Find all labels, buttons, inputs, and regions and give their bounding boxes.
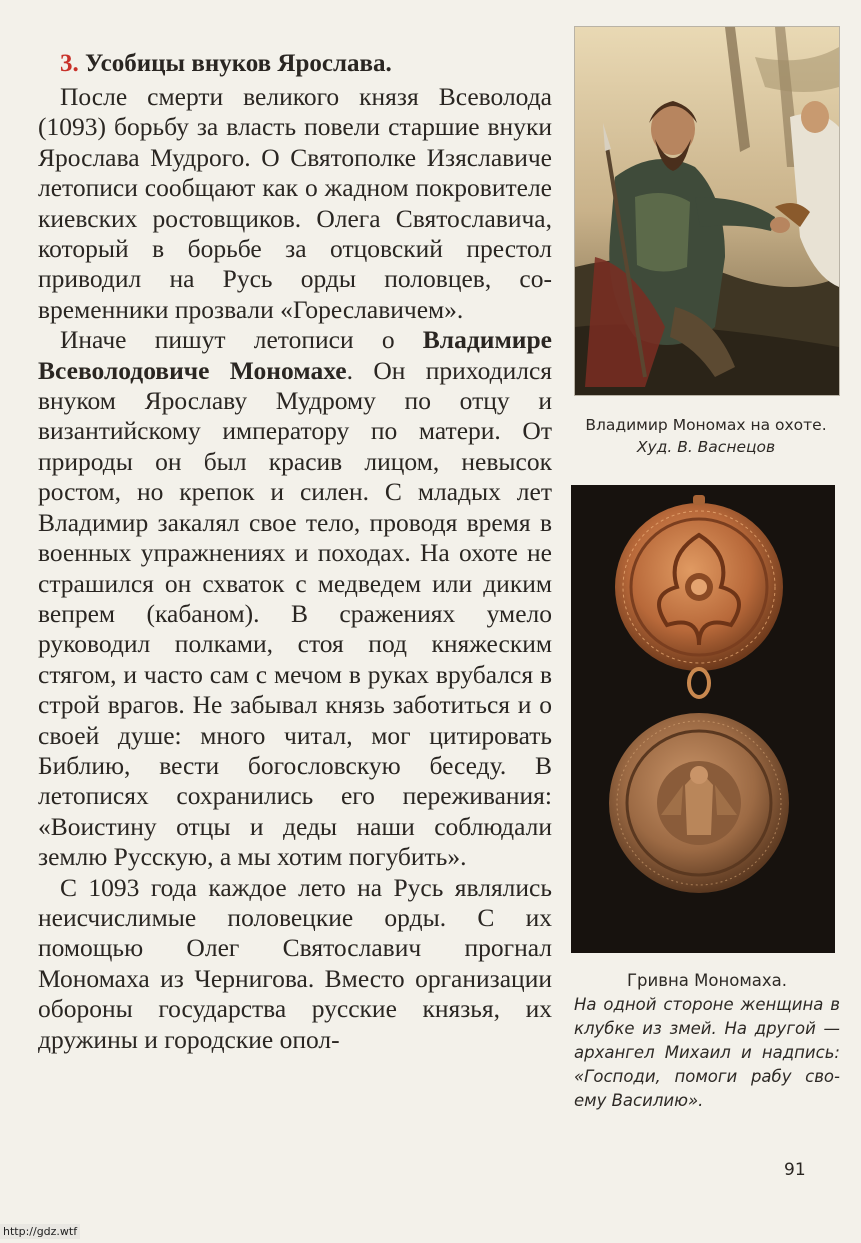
section-title: Усобицы внуков Ярослава.	[85, 50, 392, 77]
paragraph-2	[38, 325, 552, 872]
grivna-caption	[574, 969, 840, 1113]
section-heading	[38, 48, 552, 80]
grivna-monomakh-photo	[571, 485, 835, 953]
painting-monomakh-hunting	[574, 26, 840, 396]
painting-caption-text: Владимир Мономах на охоте.	[585, 416, 827, 434]
paragraph-2-start: Иначе пишут летописи о	[60, 325, 423, 355]
main-text-column	[38, 48, 552, 1055]
painting-caption	[574, 414, 838, 458]
source-watermark[interactable]: http://gdz.wtf	[0, 1224, 80, 1239]
paragraph-3: С 1093 года каждое лето на Русь являлись неисчислимые половецкие орды. С их помощью Олег Святославич прогнал Мономаха из Чернигова. Вместо организации обороны государства русские князья, их дружины и городские опол-	[38, 872, 552, 1054]
paragraph-2-bold: Владимире Всеволодовиче Мономахе	[38, 325, 552, 385]
section-number: 3.	[60, 50, 79, 77]
page-number: 91	[784, 1160, 806, 1180]
grivna-caption-title: Гривна Мономаха.	[626, 971, 788, 990]
paragraph-1: После смерти великого князя Всеволода (1093) борьбу за власть повели старшие внуки Ярослава Мудрого. О Святополке Изяславиче летописи сообщают как о жадном покровителе киевских ростовщиков. Олега Святославича, который в борьбе за отцовский престол приводил на Русь орды половцев, современники прозвали «Гореславичем».	[38, 82, 552, 324]
grivna-caption-text: На одной стороне женщина в клубке из змей. На другой — архангел Михаил и надпись: «Господи, помоги рабу своему Василию».	[574, 995, 840, 1110]
painting-author: Худ. В. Васнецов	[636, 438, 776, 456]
paragraph-2-rest: . Он приходился внуком Ярославу Мудрому по отцу и византийскому императору по матери. От природы он был красив лицом, невысок ростом, но крепок и силен. С младых лет Владимир закалял свое тело, проводя время в военных упражнениях и походах. На охоте не страшился он схваток с медведем или диким вепрем (кабаном). В сражениях умело руководил полками, стоя под княжеским стягом, и часто сам с мечом в руках врубался в строй врагов. Не забывал князь заботиться и о своей душе: много читал, мог цитировать Библию, вести богословскую беседу. В летописях сохранились его переживания: «Воистину отцы и деды наши соблюдали землю Русскую, а мы хотим погубить».	[38, 355, 552, 872]
